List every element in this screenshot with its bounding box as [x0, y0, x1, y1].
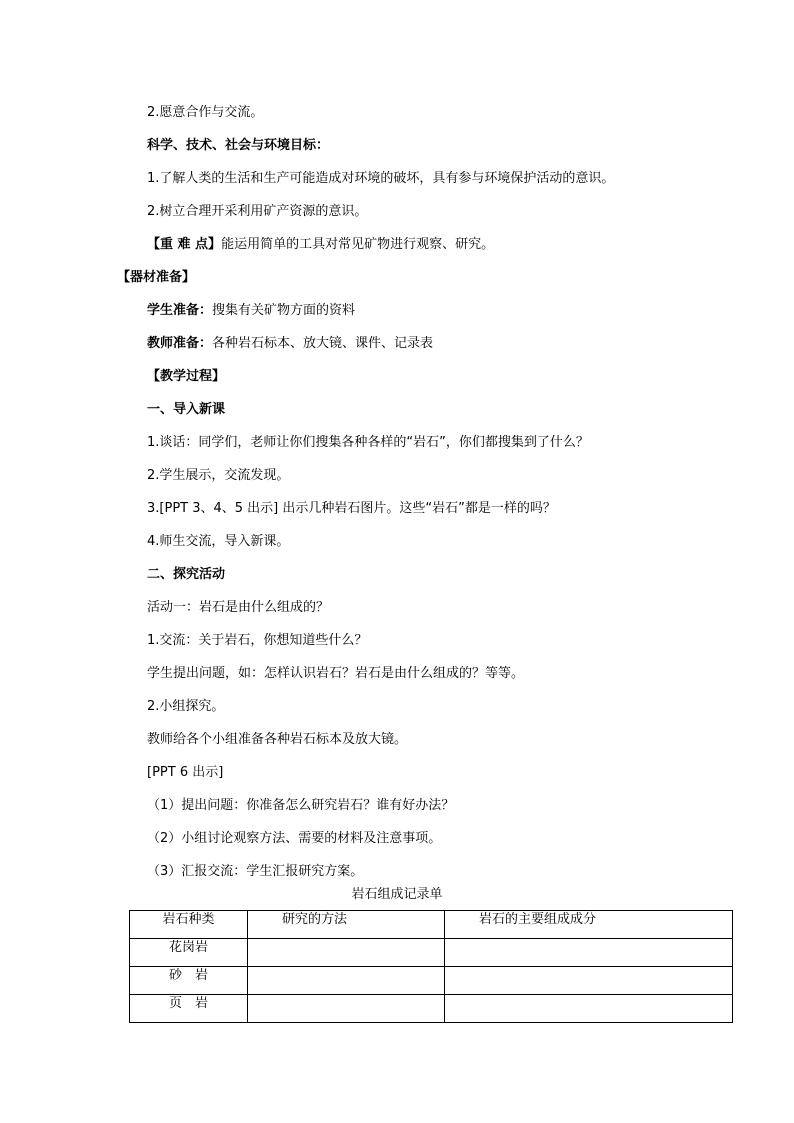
teaching-process-heading: 【教学过程】 [147, 369, 226, 384]
table-row [130, 995, 733, 1023]
rock-composition-record-table [129, 910, 733, 1023]
explore-substep-2: （2）小组讨论观察方法、需要的材料及注意事项。 [147, 831, 442, 846]
teacher-prep-line [147, 335, 433, 353]
record-table-title: 岩石组成记录单 [351, 887, 443, 902]
intro-step-3: 3.[PPT 3、4、5 出示] 出示几种岩石图片。这些“岩石”都是一样的吗？ [147, 501, 556, 516]
table-cell-rock-type: 页 岩 [130, 995, 248, 1023]
explore-step-2: 2.小组探究。 [147, 699, 225, 714]
table-header-cell: 研究的方法 [248, 911, 445, 939]
table-cell-composition[interactable] [445, 995, 733, 1023]
table-cell-composition[interactable] [445, 967, 733, 995]
intro-step-1: 1.谈话：同学们，老师让你们搜集各种各样的“岩石”，你们都搜集到了什么？ [147, 435, 589, 450]
explore-student-questions: 学生提出问题，如：怎样认识岩石？岩石是由什么组成的？等等。 [147, 666, 525, 681]
intro-step-2: 2.学生展示，交流发现。 [147, 468, 290, 483]
table-cell-rock-type: 砂 岩 [130, 967, 248, 995]
teacher-prep-label: 教师准备： [147, 336, 213, 351]
explore-substep-1: （1）提出问题：你准备怎么研究岩石？谁有好办法？ [147, 798, 455, 813]
explore-substep-3: （3）汇报交流：学生汇报研究方案。 [147, 864, 364, 879]
student-prep-text: 搜集有关矿物方面的资料 [212, 303, 356, 318]
goal-line-cooperate: 2.愿意合作与交流。 [147, 105, 264, 120]
table-cell-method[interactable] [248, 939, 445, 967]
materials-heading: 【器材准备】 [117, 270, 196, 285]
table-cell-rock-type: 花岗岩 [130, 939, 248, 967]
student-prep-label: 学生准备： [147, 303, 213, 318]
table-header-cell: 岩石的主要组成成分 [445, 911, 733, 939]
explore-teacher-materials: 教师给各个小组准备各种岩石标本及放大镜。 [147, 732, 408, 747]
table-row [130, 939, 733, 967]
student-prep-line [147, 302, 355, 320]
teacher-prep-text: 各种岩石标本、放大镜、课件、记录表 [212, 336, 434, 351]
table-cell-composition[interactable] [445, 939, 733, 967]
table-cell-method[interactable] [248, 967, 445, 995]
explore-step-1: 1.交流：关于岩石，你想知道些什么？ [147, 633, 368, 648]
sts-goal-heading: 科学、技术、社会与环境目标： [147, 138, 330, 153]
key-difficulty-line [147, 236, 494, 254]
goal-line-resources: 2.树立合理开采利用矿产资源的意识。 [147, 204, 368, 219]
goal-line-environment: 1.了解人类的生活和生产可能造成对环境的破坏，具有参与环境保护活动的意识。 [147, 171, 615, 186]
ppt-6-note: [PPT 6 出示] [147, 765, 224, 780]
table-row [130, 967, 733, 995]
section-explore-heading: 二、探究活动 [147, 567, 226, 582]
activity-one-title: 活动一：岩石是由什么组成的？ [147, 600, 330, 615]
table-header-cell: 岩石种类 [130, 911, 248, 939]
intro-step-4: 4.师生交流，导入新课。 [147, 534, 290, 549]
key-difficulty-text: 能运用简单的工具对常见矿物进行观察、研究。 [221, 237, 495, 252]
table-cell-method[interactable] [248, 995, 445, 1023]
section-intro-heading: 一、导入新课 [147, 402, 226, 417]
key-difficulty-label: 【重 难 点】 [147, 237, 222, 252]
table-header-row [130, 911, 733, 939]
